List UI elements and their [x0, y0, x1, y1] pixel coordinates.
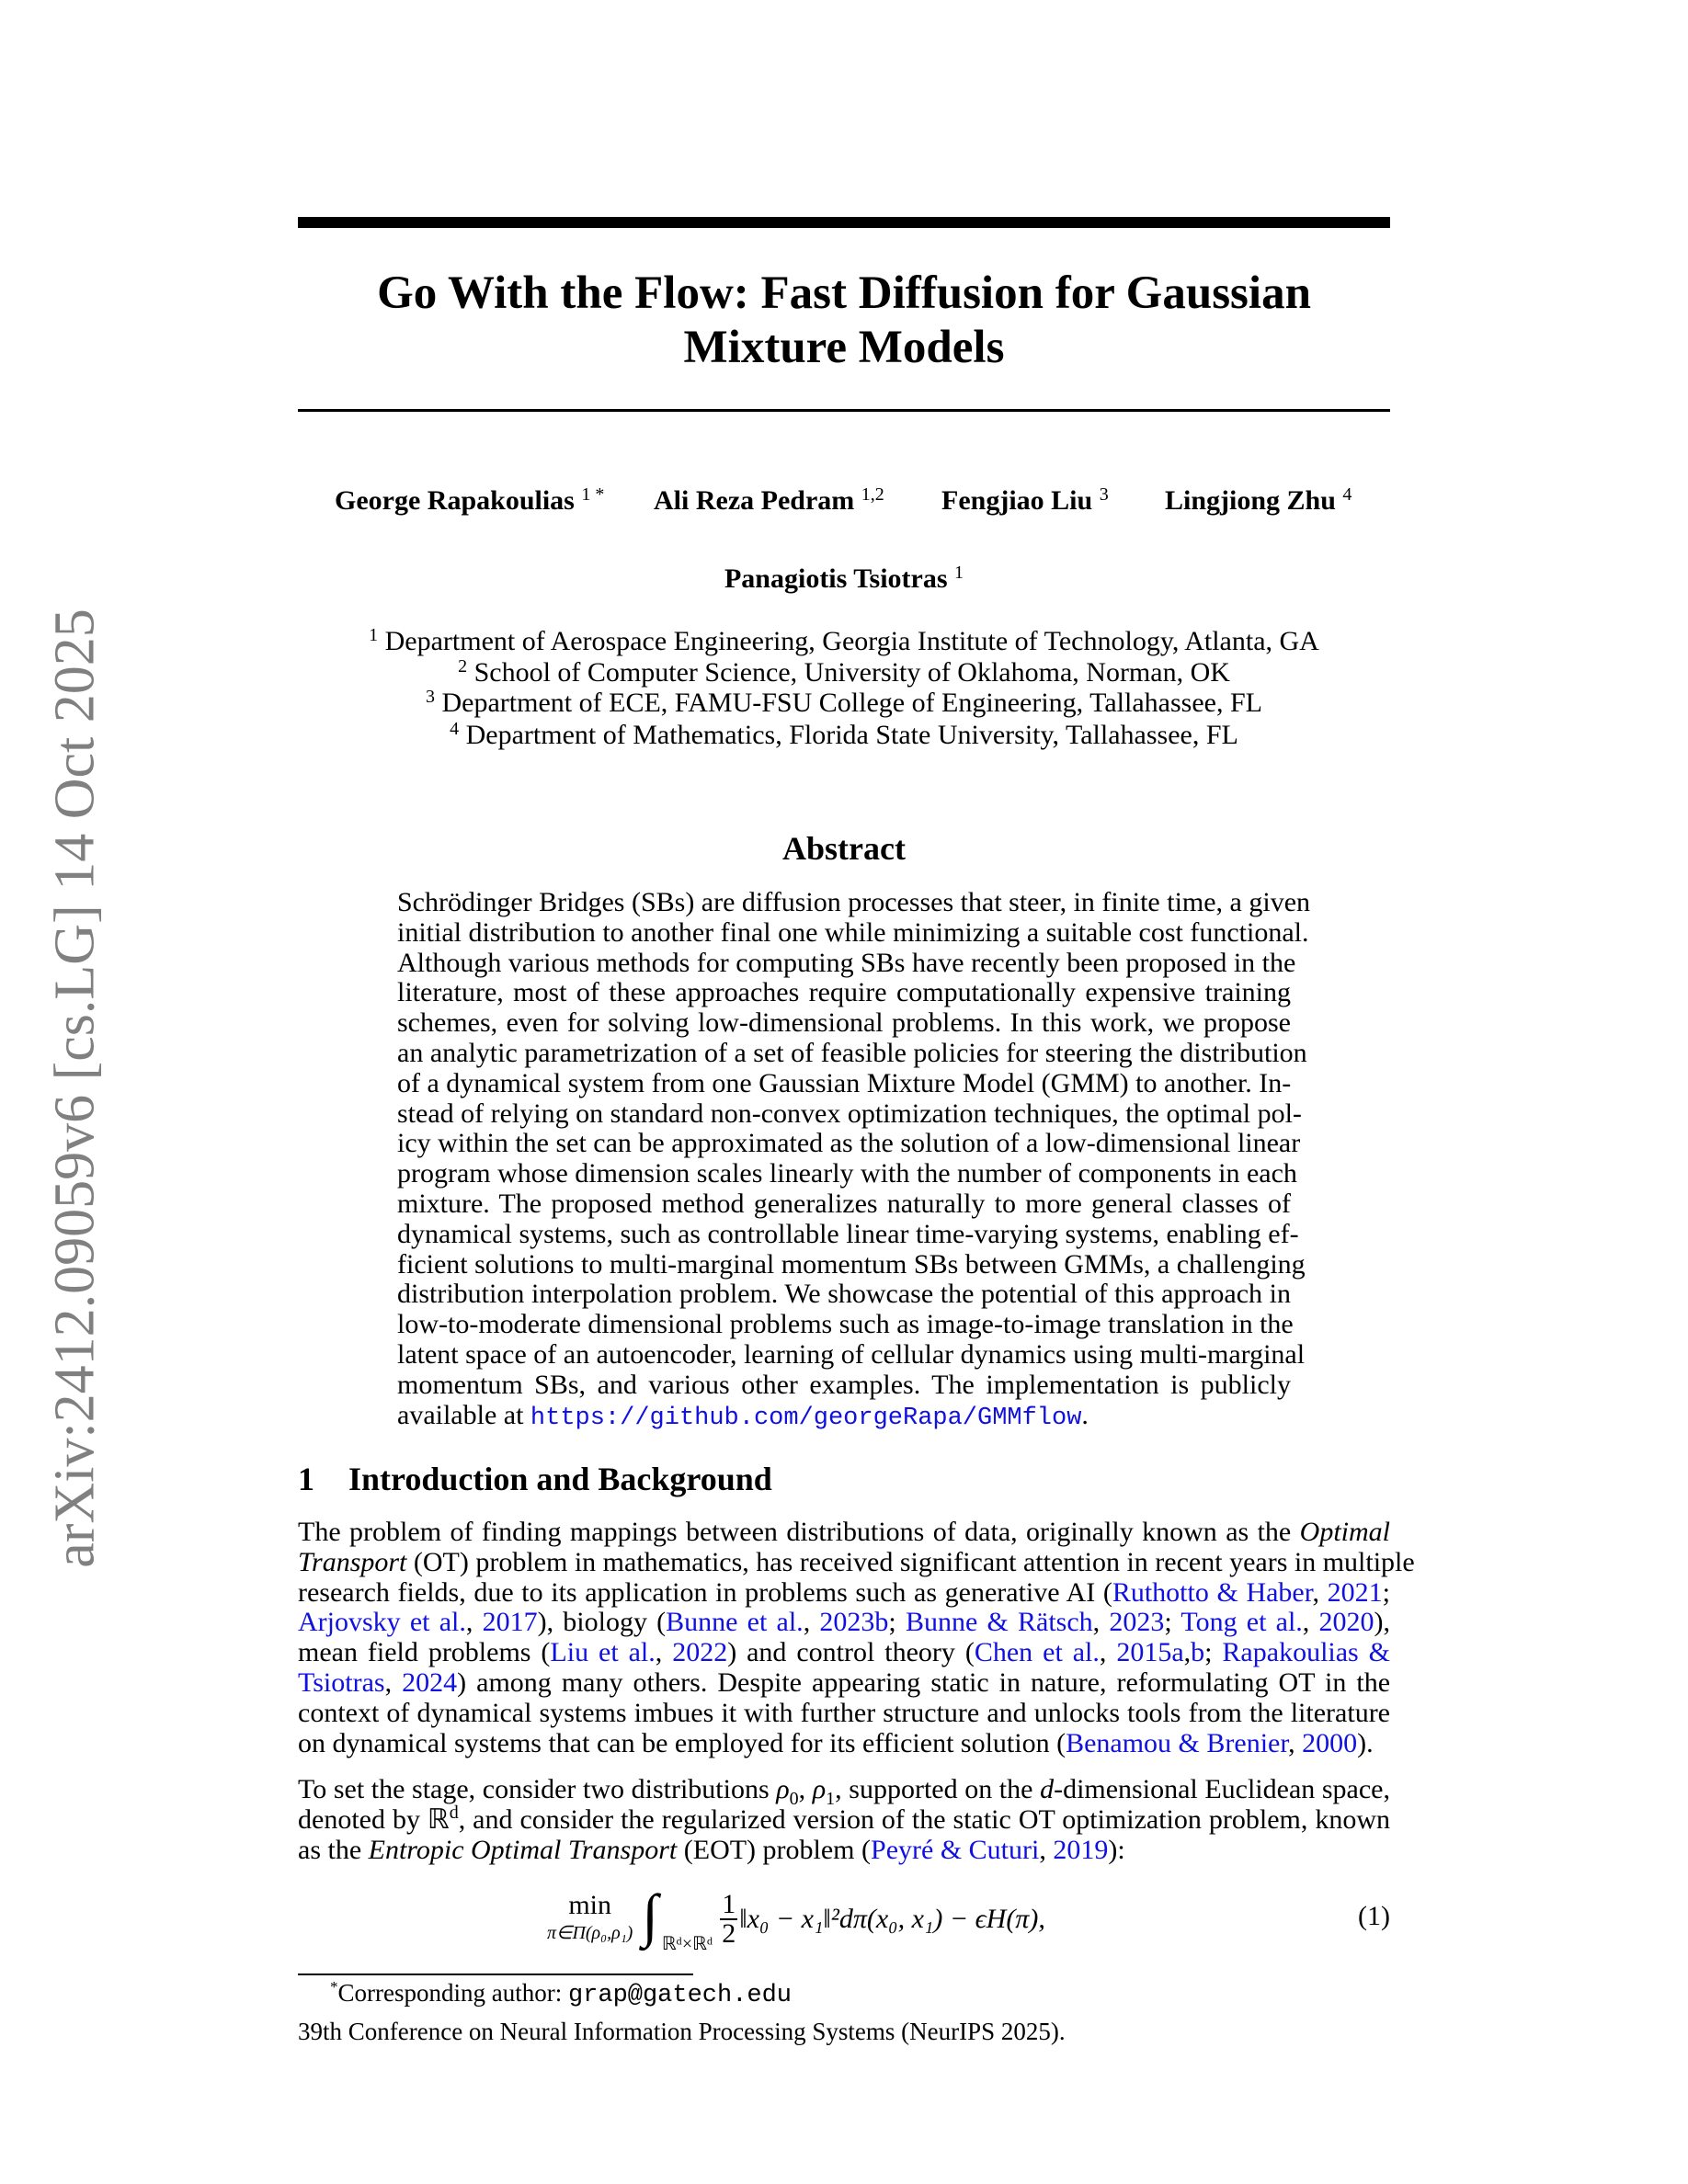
citation-link[interactable]: Bunne & Rätsch [905, 1607, 1093, 1638]
text-run: momentum SBs, and various other examples. The implementation is publicly [397, 1369, 1291, 1400]
citation-link[interactable]: 2021 [1327, 1576, 1383, 1608]
footnote [330, 1978, 792, 2010]
text-run: (OT) problem in mathematics, has received significant attention in recent years in multiple [406, 1546, 1415, 1577]
affil-number: 4 [450, 719, 460, 739]
citation-link[interactable]: Bunne et al. [666, 1607, 804, 1638]
text-run: , supported on the [835, 1774, 1041, 1804]
text-run: ): [1108, 1834, 1125, 1865]
affiliation [298, 657, 1390, 688]
text-run: of a dynamical system from one Gaussian Mixture Model (GMM) to another. In- [397, 1067, 1292, 1098]
citation-link[interactable]: Benamou & Brenier [1066, 1727, 1289, 1758]
abstract-heading: Abstract [782, 830, 906, 867]
eq-denominator: 2 [722, 1918, 736, 1949]
text-run: ρ [776, 1774, 790, 1804]
text-run: ), [1374, 1607, 1390, 1638]
author-name: Lingjiong Zhu [1165, 485, 1336, 516]
text-run: available at [397, 1399, 530, 1430]
affil-number: 3 [426, 687, 436, 707]
eq-int-sub: ℝᵈ×ℝᵈ [661, 1933, 713, 1954]
text-run: icy within the set can be approximated as the solution of a low-dimensional linear [397, 1128, 1301, 1159]
text-line [397, 1338, 1306, 1371]
text-line [298, 1699, 1390, 1729]
text-line [298, 1546, 1415, 1578]
eq-min-sub: π∈Π(ρ₀,ρ₁) [547, 1923, 633, 1943]
equation-number: (1) [1358, 1901, 1390, 1931]
text-run: latent space of an autoencoder, learning of cellular dynamics using multi-marginal [397, 1338, 1306, 1370]
text-line [298, 1729, 1390, 1759]
eq-min [547, 1892, 633, 1947]
paper-title [298, 267, 1390, 375]
author-affil: 1,2 [861, 484, 884, 505]
author-affil: 1 * [581, 484, 605, 505]
text-run: context of dynamical systems imbues it with further structure and unlocks tools from the literature [298, 1697, 1390, 1728]
text-line [298, 1608, 1390, 1638]
eq-min-op: min [568, 1890, 611, 1920]
text-line [397, 1098, 1302, 1130]
text-line [298, 1836, 1390, 1866]
text-run: ) and control theory ( [727, 1637, 975, 1668]
title-bottom-rule [298, 409, 1390, 412]
section-title: Introduction and Background [348, 1461, 772, 1497]
math-script: 0 [789, 1789, 799, 1809]
text-run: mean field problems ( [298, 1637, 551, 1668]
text-run: ; [1164, 1607, 1181, 1638]
text-run: dynamical systems, such as controllable linear time-varying systems, enabling ef- [397, 1218, 1299, 1249]
text-line [298, 1578, 1390, 1609]
author [1165, 484, 1352, 518]
eq-numerator: 1 [722, 1889, 736, 1919]
text-run: stead of relying on standard non-convex optimization techniques, the optimal pol- [397, 1098, 1302, 1129]
text-line [397, 1371, 1291, 1401]
footnote-email: grap@gatech.edu [567, 1982, 793, 2009]
text-line [397, 1189, 1291, 1220]
text-run: ficient solutions to multi-marginal momentum SBs between GMMs, a challenging [397, 1248, 1306, 1280]
text-run: , [803, 1607, 820, 1638]
text-line [298, 1638, 1390, 1668]
citation-link[interactable]: 2023b [819, 1607, 889, 1638]
text-run: d [1040, 1774, 1055, 1804]
citation-link[interactable]: 2024 [402, 1666, 458, 1698]
text-line [397, 947, 1296, 979]
citation-link[interactable]: 2019 [1053, 1834, 1109, 1865]
text-line [397, 1128, 1301, 1159]
title-line-1: Go With the Flow: Fast Diffusion for Gaussian [377, 267, 1311, 319]
text-run: low-to-moderate dimensional problems such as image-to-image translation in the [397, 1309, 1294, 1340]
text-run: ; [888, 1607, 906, 1638]
text-line [397, 978, 1291, 1008]
footnote-mark: * [330, 1978, 338, 1996]
author-name: George Rapakoulias [335, 485, 575, 516]
text-run: Schrödinger Bridges (SBs) are diffusion processes that steer, in finite time, a given [397, 887, 1311, 917]
affil-number: 2 [458, 656, 468, 677]
text-line [397, 1037, 1307, 1069]
text-run: Entropic Optimal Transport [368, 1834, 678, 1865]
affil-text: Department of ECE, FAMU-FSU College of Engineering, Tallahassee, FL [441, 688, 1262, 718]
section-heading [298, 1461, 772, 1497]
title-line-2: Mixture Models [683, 322, 1005, 373]
citation-link[interactable]: 2022 [672, 1637, 728, 1668]
affil-text: School of Computer Science, University of Oklahoma, Norman, OK [473, 657, 1230, 688]
affil-text: Department of Mathematics, Florida State University, Tallahassee, FL [465, 720, 1238, 750]
text-line [298, 1774, 1390, 1809]
text-run: ; [1204, 1637, 1223, 1668]
citation-link[interactable]: 2017 [482, 1607, 538, 1638]
text-line [397, 1008, 1291, 1039]
text-run: Optimal [1299, 1517, 1390, 1547]
text-line [298, 1802, 1390, 1836]
citation-link[interactable]: 2020 [1318, 1607, 1374, 1638]
text-run: ). [1357, 1727, 1374, 1758]
author [941, 484, 1109, 518]
text-run: -dimensional Euclidean space, [1054, 1774, 1390, 1804]
citation-link[interactable]: Ruthotto & Haber [1112, 1576, 1313, 1608]
text-run: , [465, 1607, 483, 1638]
equation-1 [547, 1875, 1045, 1963]
author [298, 563, 1390, 596]
text-run: program whose dimension scales linearly with the number of components in each [397, 1158, 1297, 1189]
text-run: ρ [812, 1774, 827, 1804]
text-line [397, 1280, 1291, 1310]
author [335, 484, 604, 518]
citation-link[interactable]: 2023 [1109, 1607, 1165, 1638]
author-name: Ali Reza Pedram [654, 485, 855, 516]
section-number: 1 [298, 1461, 314, 1497]
text-run: ) among many others. Despite appearing static in nature, reformulating OT in the [457, 1666, 1391, 1698]
affiliation [298, 720, 1390, 751]
repository-link[interactable]: https://github.com/georgeRapa/GMMflow [530, 1404, 1082, 1432]
text-run: research fields, due to its application in problems such as generative AI ( [298, 1576, 1112, 1608]
citation-link[interactable]: Chen et al. [974, 1637, 1100, 1668]
text-run: ; [1382, 1576, 1391, 1608]
arxiv-identifier: arXiv:2412.09059v6 [cs.LG] 14 Oct 2025 [43, 609, 107, 1568]
author [654, 484, 884, 518]
citation-link[interactable]: Rapakoulias & [1222, 1637, 1390, 1668]
author-affil: 4 [1342, 484, 1352, 505]
citation-link[interactable]: b [1191, 1637, 1205, 1668]
text-run: schemes, even for solving low-dimensional problems. In this work, we propose [397, 1007, 1291, 1039]
citation-link[interactable]: 2000 [1302, 1727, 1358, 1758]
citation-link[interactable]: 2015a [1116, 1637, 1184, 1668]
citation-link[interactable]: Arjovsky et al. [298, 1607, 466, 1638]
text-line [397, 1248, 1306, 1280]
text-run: (EOT) problem ( [677, 1834, 872, 1865]
eq-body: ‖x₀ − x₁‖²dπ(x₀, x₁) − ϵH(π), [739, 1904, 1045, 1934]
text-run: , [1302, 1607, 1319, 1638]
affiliation [298, 688, 1390, 719]
math-script: d [449, 1802, 459, 1823]
text-run: , [1039, 1834, 1054, 1865]
integral-sign: ∫ [642, 1883, 658, 1948]
intro-paragraph-1 [298, 1517, 1415, 1758]
text-run: , [1288, 1727, 1303, 1758]
text-run: , and consider the regularized version of the static OT optimization problem, known [458, 1803, 1390, 1835]
abstract-body [397, 887, 1311, 1432]
text-line [397, 1309, 1294, 1340]
text-run: an analytic parametrization of a set of feasible policies for steering the distribution [397, 1037, 1307, 1068]
text-run: ), biology ( [537, 1607, 667, 1638]
text-run: , [798, 1774, 813, 1804]
text-line [397, 887, 1311, 918]
text-run: Although various methods for computing SBs have recently been proposed in the [397, 947, 1296, 978]
conference-note: 39th Conference on Neural Information Processing Systems (NeurIPS 2025). [298, 2018, 1066, 2045]
text-run: , [655, 1637, 673, 1668]
author-name: Fengjiao Liu [941, 485, 1093, 516]
text-run: . [1081, 1399, 1089, 1430]
author-name: Panagiotis Tsiotras [724, 563, 948, 594]
footnote-rule [298, 1974, 693, 1975]
math-script: 1 [826, 1789, 836, 1809]
citation-link[interactable]: Tong et al. [1180, 1607, 1303, 1638]
text-line [397, 1218, 1299, 1250]
affiliation [298, 626, 1390, 657]
intro-paragraph-2 [298, 1775, 1390, 1865]
affil-number: 1 [369, 625, 379, 645]
citation-link[interactable]: Liu et al. [550, 1637, 656, 1668]
text-run: , [1092, 1607, 1110, 1638]
footnote-text: Corresponding author: [337, 1979, 568, 2007]
text-run: mixture. The proposed method generalizes naturally to more general classes of [397, 1188, 1291, 1219]
text-run: To set the stage, consider two distributions [298, 1774, 777, 1804]
author-affil: 3 [1099, 484, 1109, 505]
text-run: The problem of finding mappings between distributions of data, originally known as the [298, 1517, 1300, 1547]
text-run: , [384, 1666, 403, 1698]
text-line [298, 1668, 1390, 1699]
text-run: distribution interpolation problem. We showcase the potential of this approach in [397, 1279, 1291, 1310]
text-run: initial distribution to another final one while minimizing a suitable cost functional. [397, 916, 1309, 948]
text-run: , [1183, 1637, 1192, 1668]
title-top-rule [298, 217, 1390, 228]
text-line [397, 916, 1309, 949]
text-line [397, 1069, 1291, 1099]
text-line [397, 1158, 1297, 1189]
citation-link[interactable]: Tsiotras [298, 1666, 385, 1698]
text-run: as the [298, 1834, 369, 1865]
text-line [397, 1401, 1291, 1431]
text-run: literature, most of these approaches require computationally expensive training [397, 977, 1291, 1008]
text-run: , [1099, 1637, 1117, 1668]
citation-link[interactable]: Peyré & Cuturi [871, 1834, 1040, 1865]
text-run: on dynamical systems that can be employed for its efficient solution ( [298, 1727, 1066, 1758]
text-run: Transport [298, 1546, 407, 1577]
author-affil: 1 [954, 563, 964, 583]
text-run: , [1312, 1576, 1328, 1608]
eq-fraction [720, 1891, 737, 1948]
affil-text: Department of Aerospace Engineering, Georgia Institute of Technology, Atlanta, GA [384, 626, 1319, 656]
text-line [298, 1518, 1390, 1548]
text-run: denoted by ℝ [298, 1803, 450, 1835]
